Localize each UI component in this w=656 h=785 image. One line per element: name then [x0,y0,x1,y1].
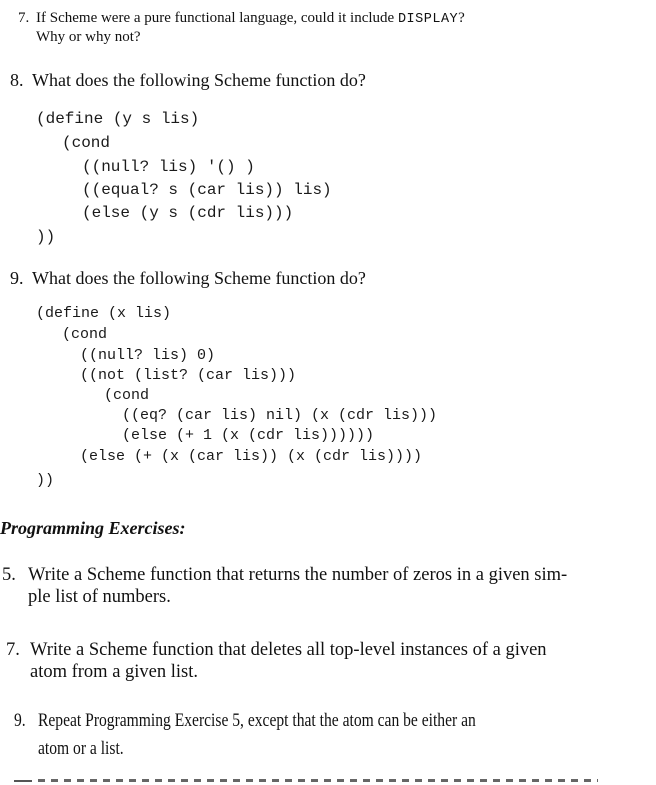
exercise-line: atom or a list. [38,738,124,759]
cutoff-line [38,779,598,782]
code-line: (cond [104,387,150,404]
code-line: (cond [62,326,108,343]
display-keyword: DISPLAY [397,12,459,27]
exercise-line: atom from a given list. [30,662,199,682]
question-7-line1-text: If Scheme were a pure functional language, could it include [36,10,398,26]
code-line: ((null? lis) '() ) [82,158,255,176]
programming-exercises-heading: Programming Exercises: [0,518,186,538]
code-line: (define (x lis) [36,305,172,322]
exercise-number: 5. [2,565,16,585]
question-7-line2: Why or why not? [36,29,141,45]
code-line: (else (y s (cdr lis))) [82,204,294,222]
code-line: )) [36,472,55,489]
code-line: (define (y s lis) [36,110,200,128]
exercise-line: Write a Scheme function that deletes all top-level instances of a given [30,640,547,660]
code-line: (else (+ (x (car lis)) (x (cdr lis)))) [80,448,423,465]
code-line: (else (+ 1 (x (cdr lis)))))) [122,427,375,444]
code-line: ((null? lis) 0) [80,347,216,364]
question-7-number: 7. [18,10,30,26]
question-7-line1 [36,10,465,27]
code-line: ((equal? s (car lis)) lis) [82,181,332,199]
question-9-text: What does the following Scheme function do? [32,268,366,288]
code-line: ((not (list? (car lis))) [80,367,297,384]
question-8-number: 8. [10,70,24,90]
question-7-line1-end: ? [458,10,465,26]
exercise-line: Repeat Programming Exercise 5, except that the atom can be either an [38,710,476,731]
code-line: (cond [62,134,111,152]
question-8-text: What does the following Scheme function do? [32,70,366,90]
code-line: ((eq? (car lis) nil) (x (cdr lis))) [122,407,438,424]
exercise-line: ple list of numbers. [28,587,171,607]
cutoff-dash [14,780,32,782]
exercise-number: 7. [6,640,20,660]
code-line: )) [36,228,56,246]
exercise-number: 9. [14,710,26,731]
question-9-number: 9. [10,268,24,288]
exercise-line: Write a Scheme function that returns the number of zeros in a given sim- [28,565,568,585]
